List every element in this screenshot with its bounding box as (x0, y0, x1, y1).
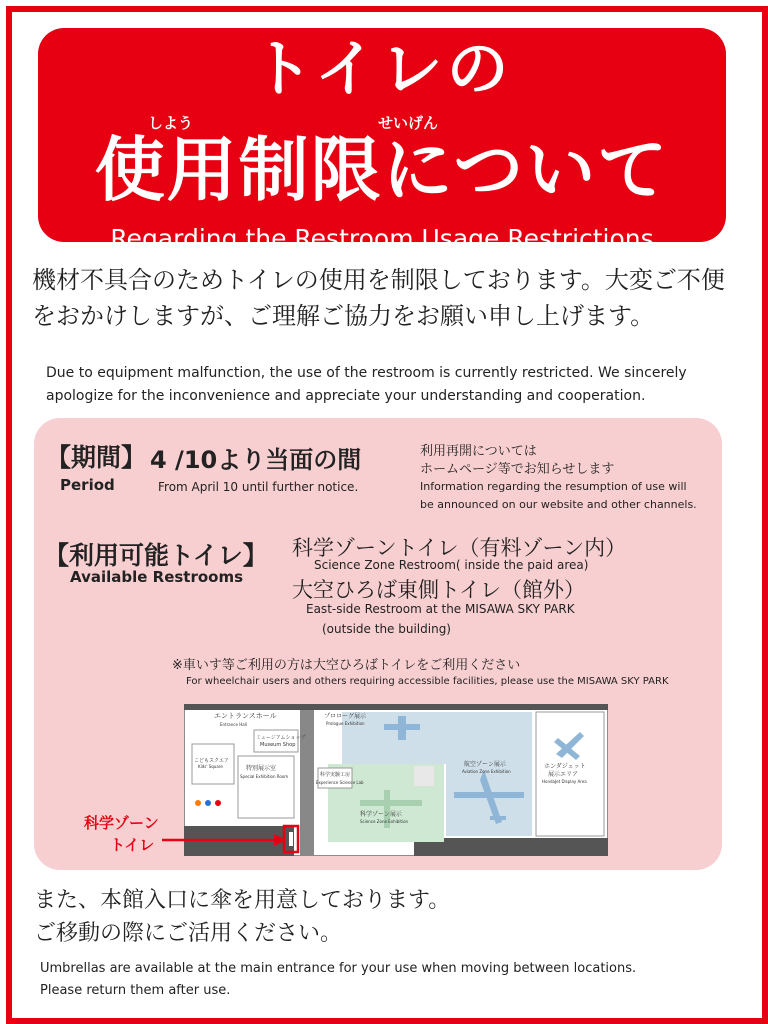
label-lab-en: Experience Science Lab (316, 780, 364, 785)
restroom-1-en: Science Zone Restroom( inside the paid area) (314, 558, 589, 572)
umbrella-notice-jp (34, 884, 450, 950)
umbrella-jp-line-1: また、本館入口に傘を用意しております。 (34, 888, 451, 913)
resume-notice-jp-2: ホームページ等でお知らせします (420, 462, 615, 477)
map-divider (300, 710, 314, 856)
science-restroom-label-1: 科学ゾーン (84, 814, 159, 832)
pointer-arrow-icon (160, 832, 288, 848)
lab-room (318, 768, 352, 788)
label-shop: ミュージアムショップ (256, 735, 306, 741)
available-label: 【利用可能トイレ】 (44, 541, 268, 570)
toilet-icon-3 (215, 800, 221, 806)
umbrella-en-line-1: Umbrellas are available at the main entrance for your use when moving between locations. (40, 961, 637, 976)
intro-japanese: 機材不具合のためトイレの使用を制限しております。大変ご不便をおかけしますが、ご理解ご協力をお願い申し上げます。 (32, 266, 725, 330)
title-line-1: トイレの (251, 32, 513, 105)
umbrella-en-line-2: Please return them after use. (40, 983, 231, 998)
label-honda-1: ホンダジェット (544, 763, 586, 770)
period-value-en: From April 10 until further notice. (158, 480, 359, 494)
period-label-en: Period (60, 476, 115, 494)
title-line-2: 使用制限について (94, 129, 670, 211)
ruby-shiyou: しよう (148, 114, 194, 132)
intro-english: Due to equipment malfunction, the use of the restroom is currently restricted. We sincerely apologize for the inconvenience and appreciate your understanding and cooperation. (46, 365, 687, 404)
umbrella-notice-en (40, 958, 636, 1002)
label-prologue: プロローグ展示 (324, 713, 367, 720)
toilet-icon-2 (205, 800, 211, 806)
science-restroom-label-2: トイレ (110, 836, 155, 854)
label-lab: 科学実験工房 (320, 772, 351, 778)
resume-notice-en-1: Information regarding the resumption of use will (420, 480, 687, 493)
resume-notice-en-2: be announced on our website and other channels. (420, 498, 697, 511)
label-prologue-en: Prologue Exhibition (326, 721, 365, 726)
label-special-en: Special Exhibition Room (240, 774, 289, 779)
restroom-1-jp: 科学ゾーントイレ（有料ゾーン内） (292, 536, 627, 560)
label-shop-en: Museum Shop (260, 742, 296, 748)
label-kids: こどもスクエア (194, 758, 229, 764)
label-honda-en: HondaJet Display Area (542, 779, 587, 784)
label-aviation-en: Aviation Zone Exhibition (462, 769, 511, 774)
period-value: 4 /10より当面の間 (150, 446, 362, 474)
restroom-2-en-2: (outside the building) (322, 622, 451, 636)
umbrella-jp-line-2: ご移動の際にご活用ください。 (34, 921, 343, 946)
stair-block (414, 766, 434, 786)
shop-room (254, 730, 298, 752)
wheelchair-note-jp: ※車いす等ご利用の方は大空ひろばトイレをご利用ください (172, 658, 521, 673)
resume-notice-jp-1: 利用再開については (420, 444, 537, 459)
toilet-icon-1 (195, 800, 201, 806)
map-wall-top (184, 704, 608, 710)
label-kids-en: Kids' Square (198, 764, 223, 769)
label-science: 科学ゾーン展示 (360, 811, 402, 818)
label-honda-2: 展示エリア (548, 771, 579, 778)
ruby-seigen: せいげん (377, 114, 438, 132)
restroom-2-en: East-side Restroom at the MISAWA SKY PARK (306, 602, 575, 616)
label-entrance: エントランスホール (214, 712, 277, 720)
wheelchair-note-en: For wheelchair users and others requiring accessible facilities, please use the MISAWA SKY PARK (186, 676, 669, 687)
title-banner (38, 28, 726, 253)
info-panel (34, 418, 722, 870)
title-english: Regarding the Restroom Usage Restrictions (110, 224, 654, 253)
label-aviation: 航空ゾーン展示 (464, 761, 506, 768)
label-science-en: Science Zone Exhibition (360, 819, 409, 824)
available-label-en: Available Restrooms (70, 568, 244, 586)
science-restroom-icon (289, 832, 293, 846)
restroom-2-jp: 大空ひろば東側トイレ（館外） (292, 578, 585, 602)
label-special: 特別展示室 (246, 765, 277, 772)
period-label: 【期間】 (46, 443, 147, 472)
label-entrance-en: Entrance Hall (220, 722, 247, 727)
